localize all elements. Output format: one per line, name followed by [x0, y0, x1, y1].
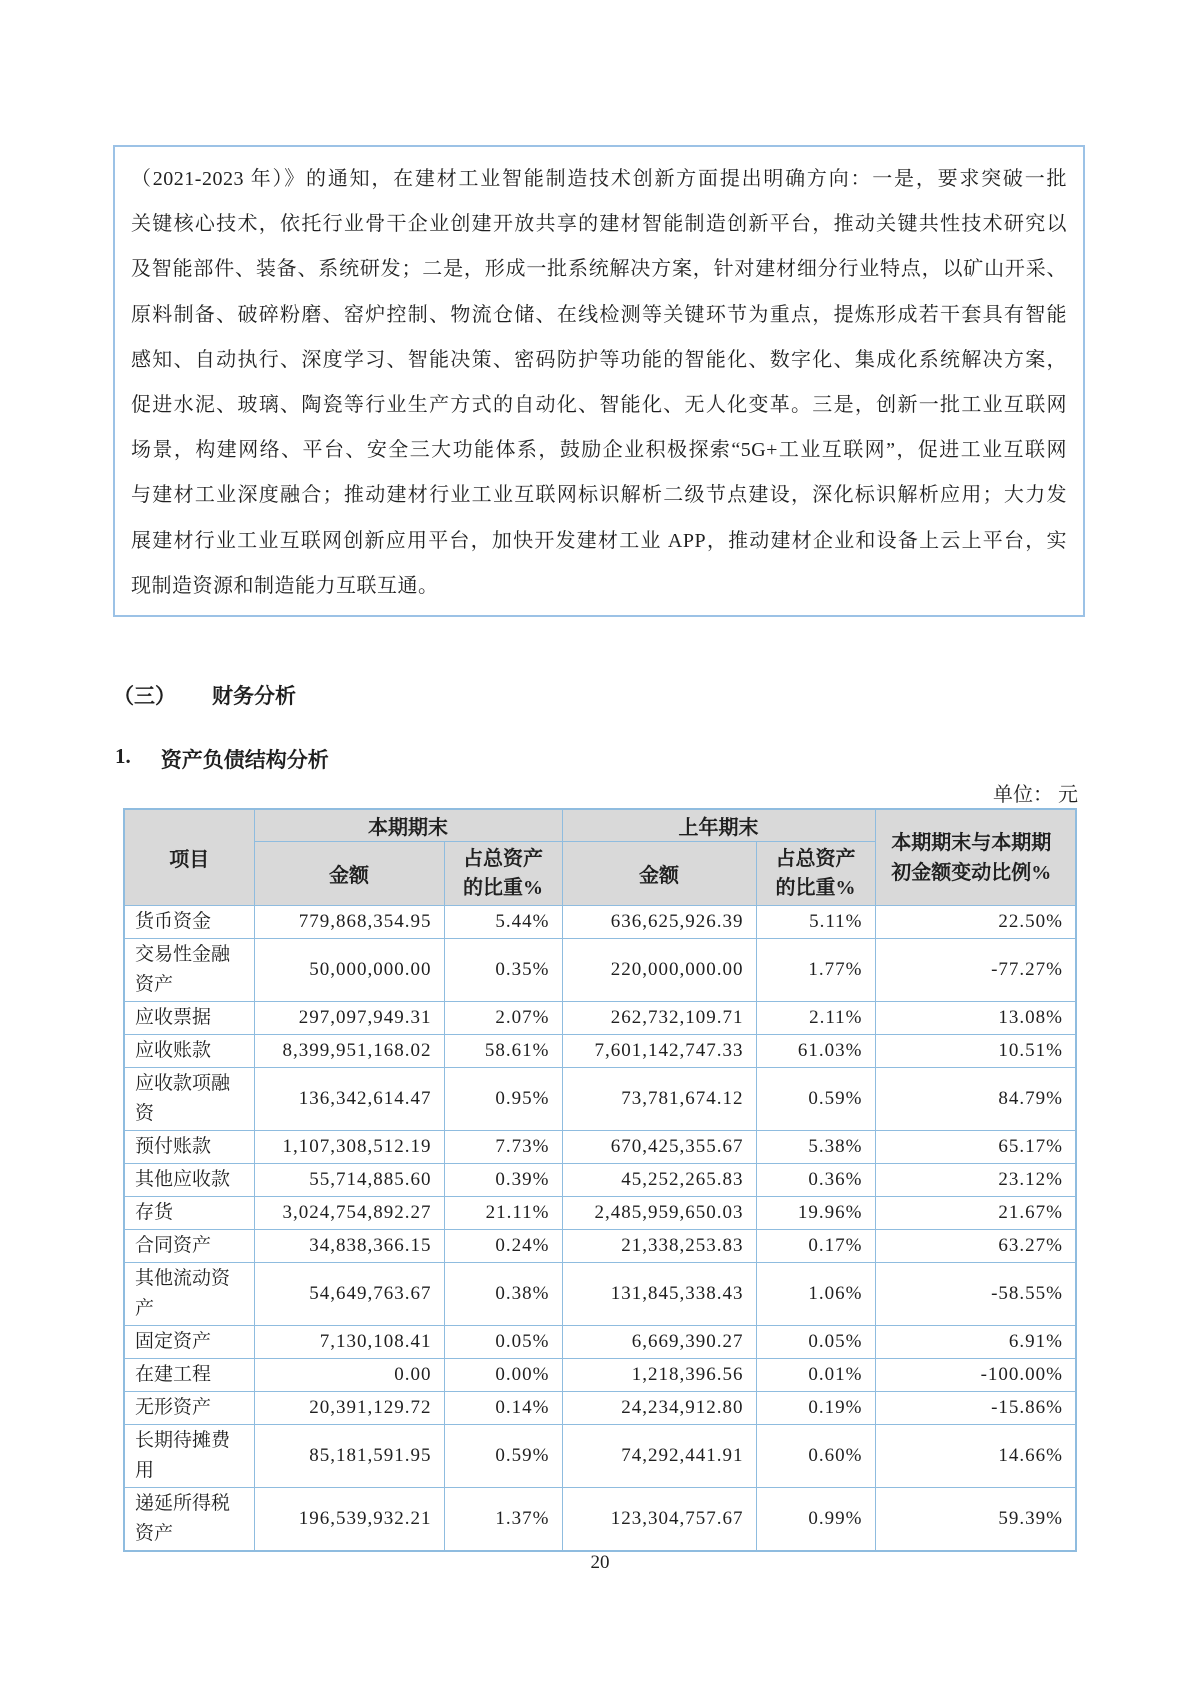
current-pct-cell: 0.05% — [444, 1326, 562, 1359]
previous-pct-cell: 0.36% — [756, 1164, 875, 1197]
section-title: 财务分析 — [212, 684, 296, 708]
paragraph-line: 展建材行业工业互联网创新应用平台，加快开发建材工业 APP，推动建材企业和设备上云上平台，实 — [131, 529, 1067, 552]
item-cell: 预付账款 — [124, 1131, 254, 1164]
current-pct-cell: 0.00% — [444, 1359, 562, 1392]
table-header-row-1 — [124, 809, 1076, 842]
paragraph-line: 促进水泥、玻璃、陶瓷等行业生产方式的自动化、智能化、无人化变革。三是，创新一批工业互联网 — [131, 393, 1067, 416]
change-ratio-cell: 21.67% — [875, 1197, 1076, 1230]
subsection-title: 资产负债结构分析 — [160, 748, 329, 772]
previous-pct-cell: 5.11% — [756, 906, 875, 939]
change-ratio-cell: -100.00% — [875, 1359, 1076, 1392]
previous-amount-cell: 1,218,396.56 — [562, 1359, 756, 1392]
paragraph-line: 场景，构建网络、平台、安全三大功能体系，鼓励企业积极探索“5G+工业互联网”，促进工业互联网 — [131, 439, 1067, 462]
previous-amount-cell: 670,425,355.67 — [562, 1131, 756, 1164]
current-amount-cell: 54,649,763.67 — [254, 1263, 444, 1326]
previous-amount-cell: 73,781,674.12 — [562, 1068, 756, 1131]
current-pct-cell: 0.24% — [444, 1230, 562, 1263]
change-ratio-cell: 6.91% — [875, 1326, 1076, 1359]
current-pct-cell: 0.39% — [444, 1164, 562, 1197]
change-ratio-cell: 10.51% — [875, 1035, 1076, 1068]
previous-amount-cell: 6,669,390.27 — [562, 1326, 756, 1359]
item-cell: 应收票据 — [124, 1002, 254, 1035]
unit-note: 单位： 元 — [993, 784, 1078, 806]
paragraph-line: 与建材工业深度融合；推动建材行业工业互联网标识解析二级节点建设，深化标识解析应用；大力发 — [131, 484, 1067, 507]
previous-pct-cell: 19.96% — [756, 1197, 875, 1230]
current-amount-cell: 34,838,366.15 — [254, 1230, 444, 1263]
asset-structure-table — [123, 808, 1077, 1552]
table-row — [124, 1425, 1076, 1488]
header-previous-amount: 金额 — [562, 842, 756, 906]
current-amount-cell: 3,024,754,892.27 — [254, 1197, 444, 1230]
item-cell: 无形资产 — [124, 1392, 254, 1425]
table-row — [124, 1488, 1076, 1552]
current-amount-cell: 196,539,932.21 — [254, 1488, 444, 1552]
header-change-ratio — [875, 809, 1076, 906]
paragraph-line: 原料制备、破碎粉磨、窑炉控制、物流仓储、在线检测等关键环节为重点，提炼形成若干套具有智能 — [131, 303, 1067, 326]
section-heading — [113, 680, 296, 710]
previous-amount-cell: 24,234,912.80 — [562, 1392, 756, 1425]
item-cell: 在建工程 — [124, 1359, 254, 1392]
change-ratio-cell: 65.17% — [875, 1131, 1076, 1164]
current-amount-cell: 0.00 — [254, 1359, 444, 1392]
previous-pct-cell: 0.19% — [756, 1392, 875, 1425]
previous-amount-cell: 636,625,926.39 — [562, 906, 756, 939]
current-pct-cell: 58.61% — [444, 1035, 562, 1068]
header-previous-period: 上年期末 — [562, 809, 875, 842]
page-number: 20 — [590, 1552, 610, 1573]
previous-amount-cell: 220,000,000.00 — [562, 939, 756, 1002]
previous-amount-cell: 21,338,253.83 — [562, 1230, 756, 1263]
previous-pct-cell: 0.60% — [756, 1425, 875, 1488]
header-current-pct-text: 占总资产的比重% — [463, 847, 543, 899]
asset-table-body — [124, 906, 1076, 1552]
paragraph-line: 关键核心技术，依托行业骨干企业创建开放共享的建材智能制造创新平台，推动关键共性技术研究以 — [131, 213, 1067, 236]
current-amount-cell: 297,097,949.31 — [254, 1002, 444, 1035]
previous-pct-cell: 0.59% — [756, 1068, 875, 1131]
table-row — [124, 1068, 1076, 1131]
table-row — [124, 1131, 1076, 1164]
section-index: （三） — [113, 684, 176, 708]
change-ratio-cell: -77.27% — [875, 939, 1076, 1002]
change-ratio-cell: 84.79% — [875, 1068, 1076, 1131]
previous-amount-cell: 2,485,959,650.03 — [562, 1197, 756, 1230]
item-cell: 长期待摊费用 — [124, 1425, 254, 1488]
item-cell: 固定资产 — [124, 1326, 254, 1359]
current-pct-cell: 0.14% — [444, 1392, 562, 1425]
paragraph-line: 现制造资源和制造能力互联互通。 — [131, 574, 439, 597]
item-cell: 应收账款 — [124, 1035, 254, 1068]
previous-amount-cell: 131,845,338.43 — [562, 1263, 756, 1326]
paragraph-line: （2021-2023 年）》的通知，在建材工业智能制造技术创新方面提出明确方向：一是，要求突破一批 — [131, 168, 1067, 190]
item-cell: 应收款项融资 — [124, 1068, 254, 1131]
current-amount-cell: 136,342,614.47 — [254, 1068, 444, 1131]
table-row — [124, 1164, 1076, 1197]
header-current-period: 本期期末 — [254, 809, 562, 842]
current-pct-cell: 21.11% — [444, 1197, 562, 1230]
previous-amount-cell: 7,601,142,747.33 — [562, 1035, 756, 1068]
table-row — [124, 1263, 1076, 1326]
change-ratio-cell: 59.39% — [875, 1488, 1076, 1552]
current-pct-cell: 0.38% — [444, 1263, 562, 1326]
current-amount-cell: 8,399,951,168.02 — [254, 1035, 444, 1068]
current-pct-cell: 2.07% — [444, 1002, 562, 1035]
current-amount-cell: 55,714,885.60 — [254, 1164, 444, 1197]
previous-amount-cell: 123,304,757.67 — [562, 1488, 756, 1552]
current-pct-cell: 0.59% — [444, 1425, 562, 1488]
table-row — [124, 939, 1076, 1002]
header-change-ratio-text: 本期期末与本期期初金额变动比例% — [891, 831, 1052, 884]
change-ratio-cell: 13.08% — [875, 1002, 1076, 1035]
previous-pct-cell: 1.77% — [756, 939, 875, 1002]
subsection-index: 1. — [115, 744, 131, 768]
change-ratio-cell: 14.66% — [875, 1425, 1076, 1488]
current-amount-cell: 50,000,000.00 — [254, 939, 444, 1002]
item-cell: 合同资产 — [124, 1230, 254, 1263]
subsection-heading — [115, 744, 329, 774]
item-cell: 货币资金 — [124, 906, 254, 939]
table-row — [124, 1230, 1076, 1263]
current-pct-cell: 5.44% — [444, 906, 562, 939]
item-cell: 其他流动资产 — [124, 1263, 254, 1326]
previous-amount-cell: 45,252,265.83 — [562, 1164, 756, 1197]
header-current-pct — [444, 842, 562, 906]
change-ratio-cell: -15.86% — [875, 1392, 1076, 1425]
change-ratio-cell: 22.50% — [875, 906, 1076, 939]
table-row — [124, 1002, 1076, 1035]
item-cell: 交易性金融资产 — [124, 939, 254, 1002]
table-row — [124, 1359, 1076, 1392]
previous-pct-cell: 0.99% — [756, 1488, 875, 1552]
previous-amount-cell: 74,292,441.91 — [562, 1425, 756, 1488]
header-item: 项目 — [124, 809, 254, 906]
current-amount-cell: 7,130,108.41 — [254, 1326, 444, 1359]
current-pct-cell: 0.35% — [444, 939, 562, 1002]
current-pct-cell: 1.37% — [444, 1488, 562, 1552]
previous-pct-cell: 2.11% — [756, 1002, 875, 1035]
previous-pct-cell: 61.03% — [756, 1035, 875, 1068]
current-pct-cell: 0.95% — [444, 1068, 562, 1131]
previous-pct-cell: 0.05% — [756, 1326, 875, 1359]
item-cell: 递延所得税资产 — [124, 1488, 254, 1552]
table-row — [124, 1197, 1076, 1230]
table-row — [124, 1326, 1076, 1359]
table-row — [124, 1035, 1076, 1068]
current-amount-cell: 779,868,354.95 — [254, 906, 444, 939]
paragraph-line: 感知、自动执行、深度学习、智能决策、密码防护等功能的智能化、数字化、集成化系统解决方案， — [131, 348, 1067, 371]
paragraph-line: 及智能部件、装备、系统研发；二是，形成一批系统解决方案，针对建材细分行业特点，以矿山开采、 — [131, 258, 1067, 281]
header-previous-pct-text: 占总资产的比重% — [775, 847, 856, 899]
previous-pct-cell: 1.06% — [756, 1263, 875, 1326]
previous-pct-cell: 0.01% — [756, 1359, 875, 1392]
header-previous-pct — [756, 842, 875, 906]
table-row — [124, 906, 1076, 939]
change-ratio-cell: 63.27% — [875, 1230, 1076, 1263]
table-row — [124, 1392, 1076, 1425]
item-cell: 存货 — [124, 1197, 254, 1230]
policy-text-box — [113, 145, 1085, 617]
previous-pct-cell: 5.38% — [756, 1131, 875, 1164]
header-current-amount: 金额 — [254, 842, 444, 906]
current-pct-cell: 7.73% — [444, 1131, 562, 1164]
change-ratio-cell: 23.12% — [875, 1164, 1076, 1197]
item-cell: 其他应收款 — [124, 1164, 254, 1197]
previous-pct-cell: 0.17% — [756, 1230, 875, 1263]
current-amount-cell: 85,181,591.95 — [254, 1425, 444, 1488]
current-amount-cell: 1,107,308,512.19 — [254, 1131, 444, 1164]
change-ratio-cell: -58.55% — [875, 1263, 1076, 1326]
current-amount-cell: 20,391,129.72 — [254, 1392, 444, 1425]
previous-amount-cell: 262,732,109.71 — [562, 1002, 756, 1035]
